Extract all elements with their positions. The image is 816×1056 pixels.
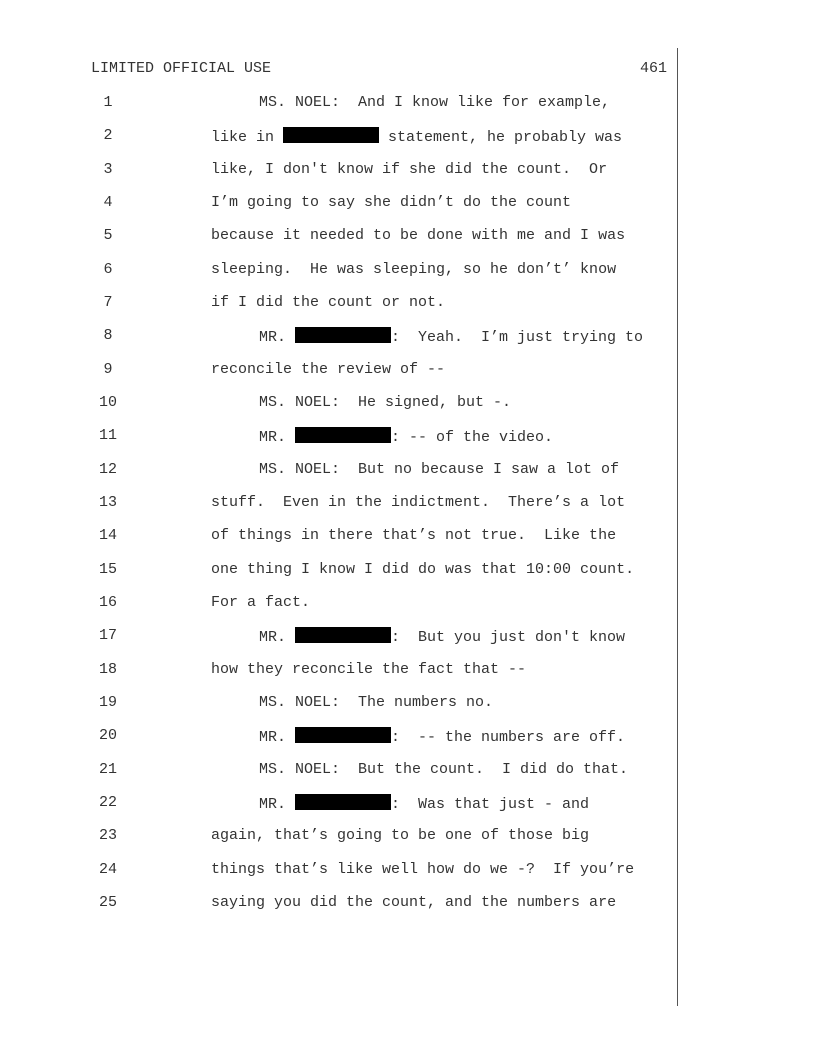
line-text: MR. xyxy=(259,629,296,646)
redaction-box xyxy=(295,427,391,443)
line-number: 7 xyxy=(103,294,113,311)
line-number: 4 xyxy=(103,194,113,211)
line-text-continued: : Was that just - and xyxy=(391,796,590,813)
page-number: 461 xyxy=(640,60,668,77)
redaction-box xyxy=(283,127,379,143)
line-text-continued: : Yeah. I’m just trying to xyxy=(391,329,644,346)
line-text-continued: statement, he probably was xyxy=(379,129,623,146)
line-number: 8 xyxy=(103,327,113,344)
line-number: 3 xyxy=(103,161,113,178)
line-number: 1 xyxy=(103,94,113,111)
line-number: 10 xyxy=(98,394,117,411)
line-text: MS. NOEL: And I know like for example, xyxy=(259,94,611,111)
line-number: 12 xyxy=(98,461,117,478)
redaction-box xyxy=(295,727,391,743)
line-text-continued: : But you just don't know xyxy=(391,629,626,646)
line-text: things that’s like well how do we -? If you’re xyxy=(211,861,635,878)
line-number: 20 xyxy=(98,727,117,744)
line-text: how they reconcile the fact that -- xyxy=(211,661,527,678)
line-text: if I did the count or not. xyxy=(211,294,446,311)
margin-rule xyxy=(677,48,678,1006)
line-number: 16 xyxy=(98,594,117,611)
line-number: 23 xyxy=(98,827,117,844)
line-number: 2 xyxy=(103,127,113,144)
line-text: like, I don't know if she did the count. Or xyxy=(211,161,608,178)
line-text: For a fact. xyxy=(211,594,311,611)
line-number: 22 xyxy=(98,794,117,811)
redaction-box xyxy=(295,794,391,810)
line-text: MR. xyxy=(259,429,296,446)
line-number: 6 xyxy=(103,261,113,278)
line-text: one thing I know I did do was that 10:00 count. xyxy=(211,561,635,578)
line-text-continued: : -- of the video. xyxy=(391,429,554,446)
line-number: 17 xyxy=(98,627,117,644)
line-text: of things in there that’s not true. Like the xyxy=(211,527,617,544)
line-text: sleeping. He was sleeping, so he don’t’ know xyxy=(211,261,617,278)
line-number: 25 xyxy=(98,894,117,911)
line-number: 9 xyxy=(103,361,113,378)
line-text: again, that’s going to be one of those big xyxy=(211,827,590,844)
line-number: 15 xyxy=(98,561,117,578)
line-text: MS. NOEL: But the count. I did do that. xyxy=(259,761,629,778)
line-text: stuff. Even in the indictment. There’s a lot xyxy=(211,494,626,511)
line-text: saying you did the count, and the numbers are xyxy=(211,894,617,911)
line-number: 21 xyxy=(98,761,117,778)
line-text: I’m going to say she didn’t do the count xyxy=(211,194,572,211)
line-number: 14 xyxy=(98,527,117,544)
redaction-box xyxy=(295,327,391,343)
line-number: 24 xyxy=(98,861,117,878)
line-number: 11 xyxy=(98,427,117,444)
line-text: MR. xyxy=(259,329,296,346)
line-text: MS. NOEL: He signed, but -. xyxy=(259,394,512,411)
line-text: like in xyxy=(211,129,284,146)
line-number: 19 xyxy=(98,694,117,711)
redaction-box xyxy=(295,627,391,643)
line-text: MR. xyxy=(259,729,296,746)
line-number: 18 xyxy=(98,661,117,678)
line-text: because it needed to be done with me and I was xyxy=(211,227,626,244)
line-text-continued: : -- the numbers are off. xyxy=(391,729,626,746)
header-classification: LIMITED OFFICIAL USE xyxy=(91,60,272,77)
line-text: MS. NOEL: But no because I saw a lot of xyxy=(259,461,620,478)
line-text: MS. NOEL: The numbers no. xyxy=(259,694,494,711)
line-text: MR. xyxy=(259,796,296,813)
line-number: 5 xyxy=(103,227,113,244)
line-text: reconcile the review of -- xyxy=(211,361,446,378)
line-number: 13 xyxy=(98,494,117,511)
